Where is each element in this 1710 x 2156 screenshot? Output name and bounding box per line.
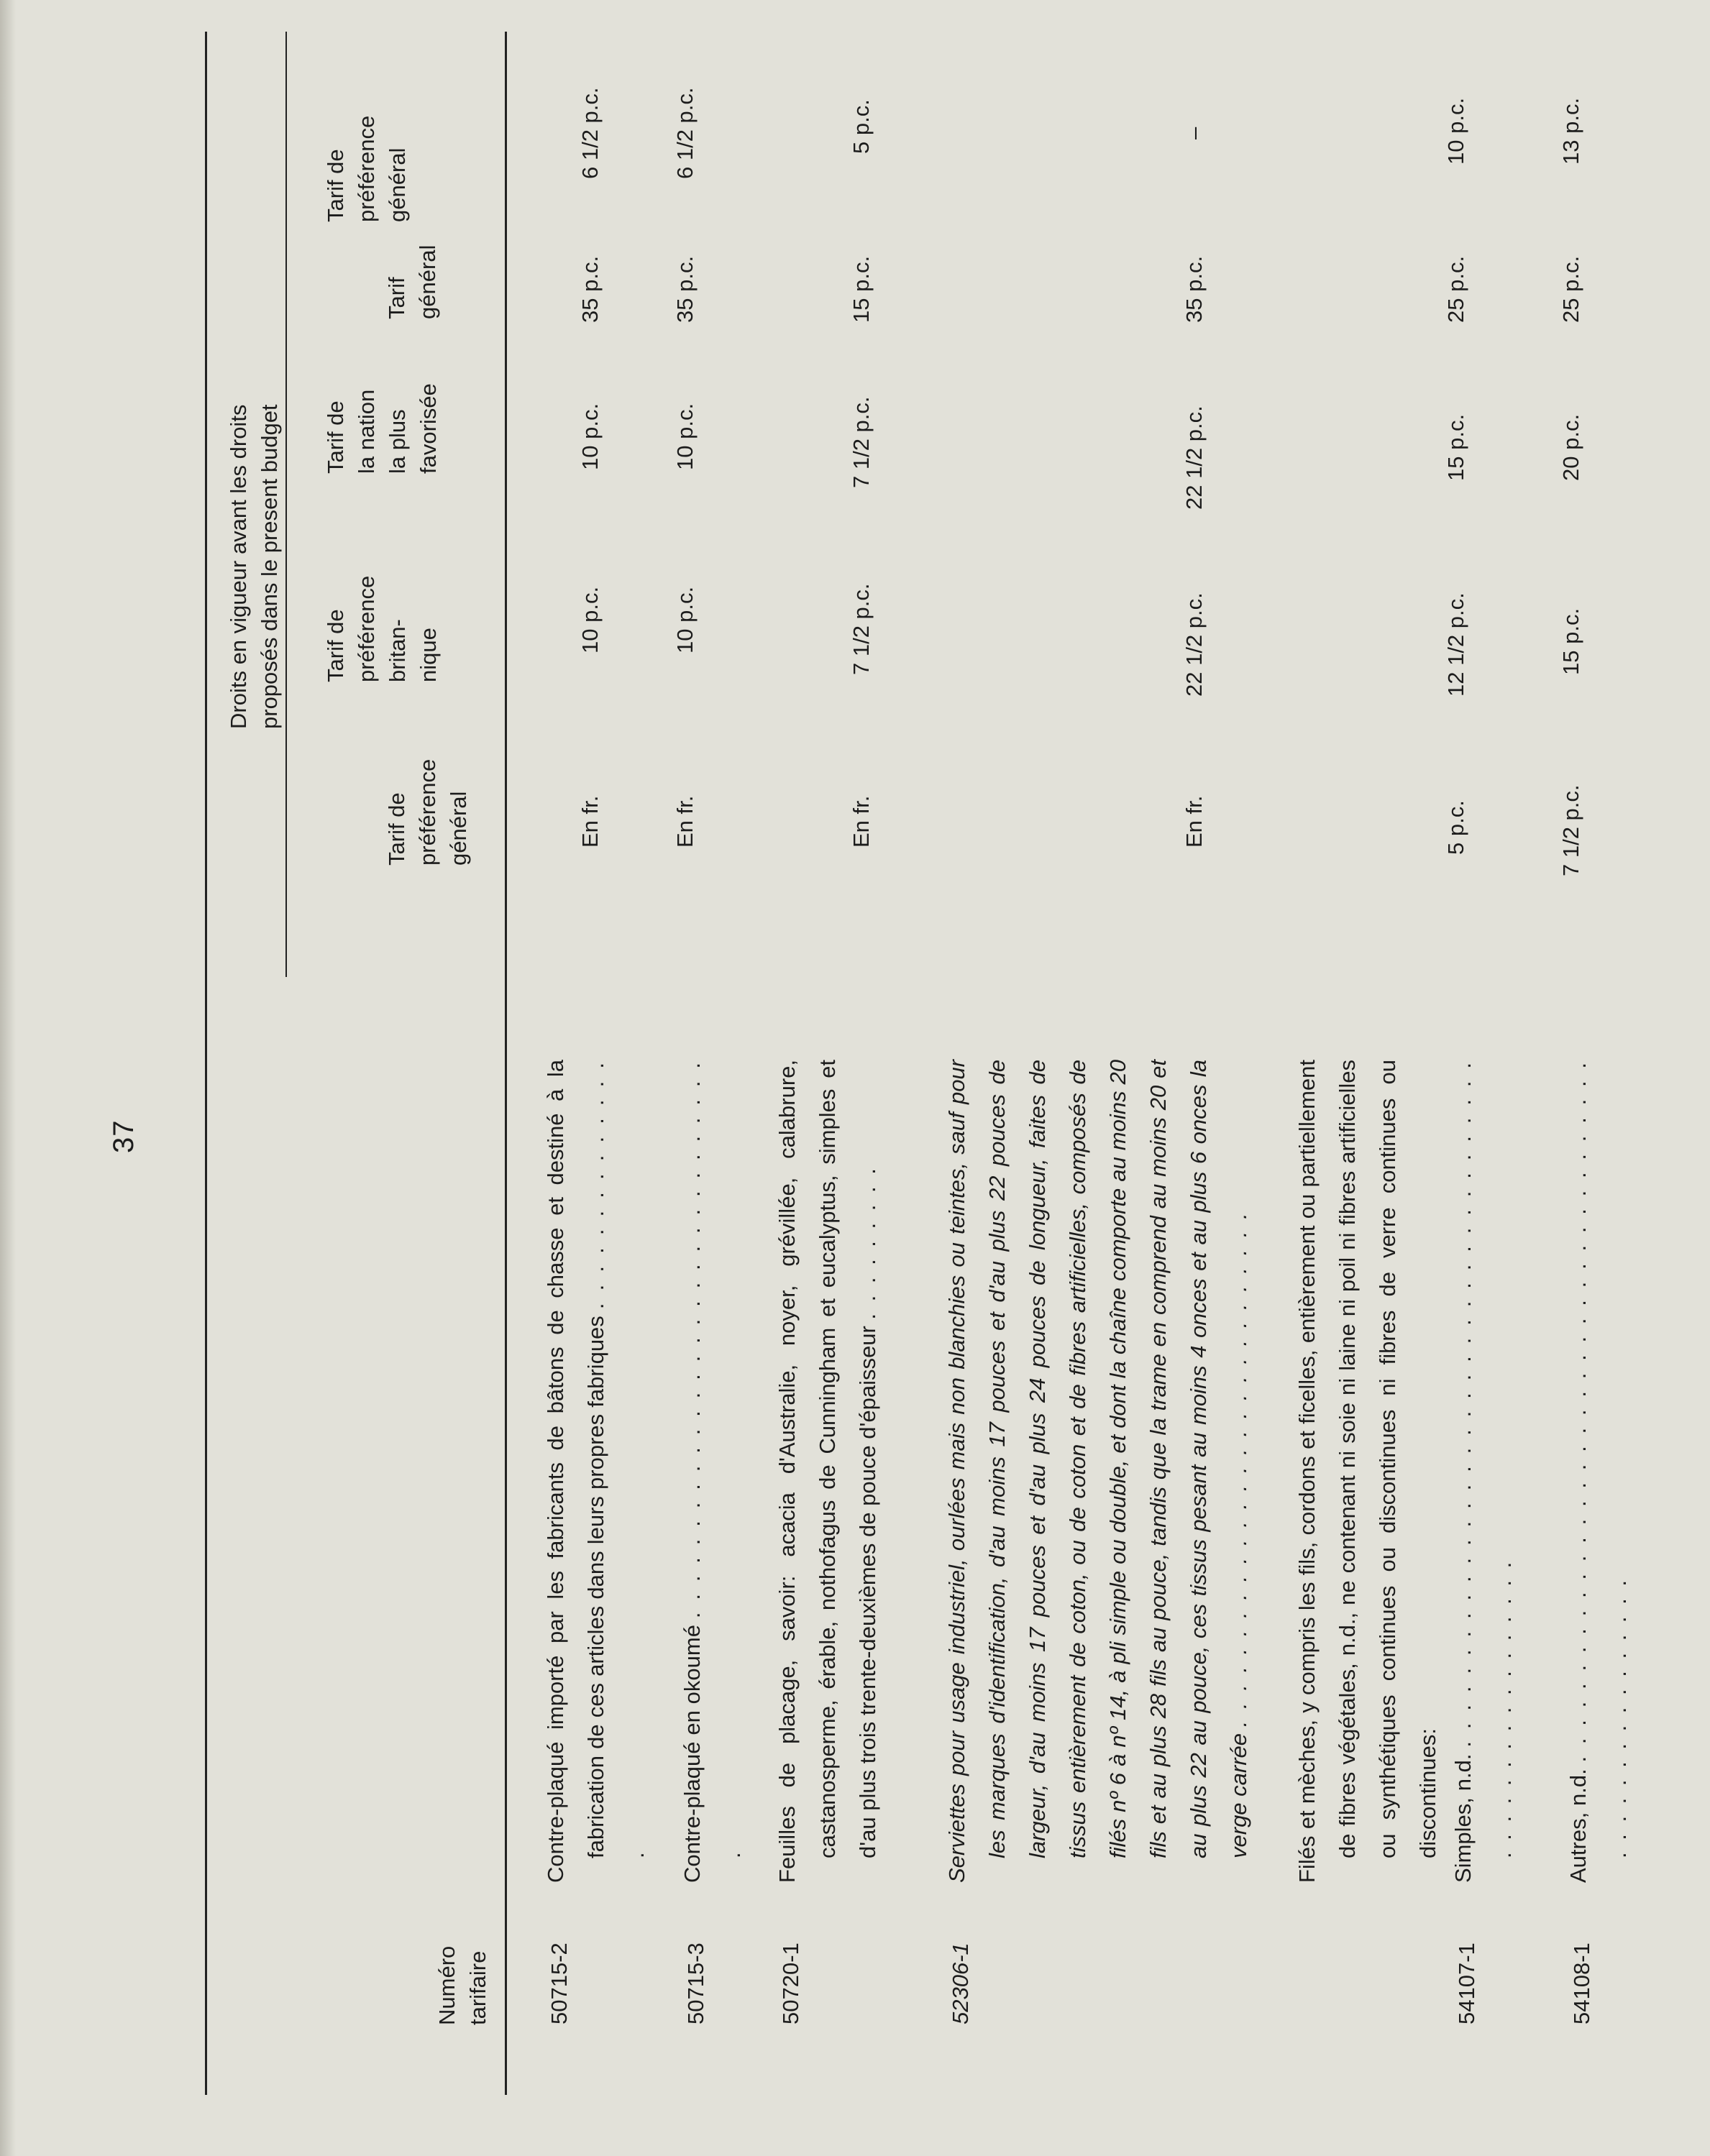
british-preferential-value: 15 p.c.: [1558, 607, 1583, 675]
row-description: Autres, n.d. . . . . . . . . . . . . . . . . . . . . . . . . . . . . . . . . . . . . . . . . . . . . . . . . . . . . . . .: [1565, 1060, 1631, 1883]
group-description: Filés et mèches, y compris les fils, cordons et ficelles, entièrement ou partiellement de fibres végétales, n.d., ne contenant ni soie ni laine ni poil ni fibres artificielles ou synthétiques continues ou discontinues ni fibres de verre continues ou discontinues:: [1294, 1060, 1440, 1883]
header-general-preferential: Tarif de préférence général: [384, 758, 471, 866]
row-description: Contre-plaqué importé par les fabricants de bâtons de chasse et destiné à la fabrication de ces articles dans leurs propres fabriques . . . . . . . . . . . . . . .: [543, 1060, 649, 1883]
general-value: 25 p.c.: [1558, 255, 1583, 323]
tariff-number: 50715-2: [547, 1942, 572, 2024]
tariff-number: 52306-1: [948, 1942, 973, 2024]
tariff-number: 50715-3: [683, 1942, 708, 2024]
row-description: Simples, n.d. . . . . . . . . . . . . . . . . . . . . . . . . . . . . . . . . . . . . . . . . . . . . . . . . . . . . . . .: [1450, 1060, 1516, 1883]
general-preferential-2-value: 10 p.c.: [1443, 97, 1468, 165]
general-preferential-value: 7 1/2 p.c.: [1558, 784, 1583, 876]
tariff-number: 54108-1: [1569, 1942, 1594, 2024]
british-preferential-value: 7 1/2 p.c.: [849, 583, 874, 675]
general-preferential-2-value: 13 p.c.: [1558, 97, 1583, 165]
general-preferential-value: En fr.: [849, 795, 874, 848]
header-bottom-rule: [505, 32, 507, 2095]
general-value: 25 p.c.: [1443, 255, 1468, 323]
general-preferential-2-value: –: [1181, 127, 1207, 139]
tariff-number: 54107-1: [1454, 1942, 1479, 2024]
mfn-value: 10 p.c.: [577, 403, 603, 470]
general-value: 15 p.c.: [849, 255, 874, 323]
row-description: Serviettes pour usage industriel, ourlées mais non blanchies ou teintes, sauf pour les marques d'identification, d'au moins 17 pouces et d'au plus 22 pouces de largeur, d'au moins 17 pouces et d'au plus 24 pouces de longueur, faites de tissus entièrement de coton, ou de coton et de fibres artificielles, composés de filés nº 6 à nº 14, à pli simple ou double, et dont la chaîne comporte au moins 20 fils et au plus 28 fils au pouce, tandis que la trame en comprend au moins 20 et au plus 22 au pouce, ces tissus pesant au moins 4 onces et au plus 6 onces la verge carrée . . . . . . . . . . . . . . . . . . . . . . . . . . . . .: [944, 1060, 1251, 1883]
general-preferential-value: 5 p.c.: [1443, 800, 1468, 855]
header-mfn: Tarif de la nation la plus favorisée: [323, 383, 441, 474]
british-preferential-value: 10 p.c.: [672, 586, 698, 653]
general-value: 35 p.c.: [672, 255, 698, 323]
header-group-title: Droits en vigueur avant les droits proposés dans le present budget: [226, 404, 282, 729]
mfn-value: 20 p.c.: [1558, 413, 1583, 481]
mfn-value: 10 p.c.: [672, 403, 698, 470]
header-top-rule: [205, 32, 207, 2095]
mfn-value: 15 p.c.: [1443, 413, 1468, 481]
header-tariff-number: Numéro tarifaire: [434, 1945, 490, 2025]
mfn-value: 7 1/2 p.c.: [849, 396, 874, 488]
row-description: Feuilles de placage, savoir: acacia d'Australie, noyer, grévillée, calabrure, castanosperme, érable, nothofagus de Cunningham et eucalyptus, simples et d'au plus trois trente-deuxièmes de pouce d'épaisseur . . . . . . . . .: [774, 1060, 880, 1883]
tariff-number: 50720-1: [778, 1942, 803, 2024]
general-preferential-2-value: 5 p.c.: [849, 99, 874, 154]
row-description: Contre-plaqué en okoumé . . . . . . . . . . . . . . . . . . . . . . . . . . . . . . . .: [680, 1060, 745, 1883]
group-underline: [285, 32, 287, 977]
british-preferential-value: 10 p.c.: [577, 586, 603, 653]
header-general: Tarif général: [384, 244, 440, 319]
page-number: 37: [108, 1119, 140, 1153]
header-british-preferential: Tarif de préférence britan- nique: [323, 575, 441, 682]
british-preferential-value: 22 1/2 p.c.: [1181, 592, 1207, 697]
british-preferential-value: 12 1/2 p.c.: [1443, 592, 1468, 697]
general-value: 35 p.c.: [1181, 255, 1207, 323]
general-value: 35 p.c.: [577, 255, 603, 323]
general-preferential-2-value: 6 1/2 p.c.: [672, 87, 698, 179]
general-preferential-value: En fr.: [1181, 795, 1207, 848]
general-preferential-value: En fr.: [577, 795, 603, 848]
general-preferential-2-value: 6 1/2 p.c.: [577, 87, 603, 179]
general-preferential-value: En fr.: [672, 795, 698, 848]
mfn-value: 22 1/2 p.c.: [1181, 405, 1207, 510]
header-general-preferential-2: Tarif de préférence général: [323, 115, 410, 222]
